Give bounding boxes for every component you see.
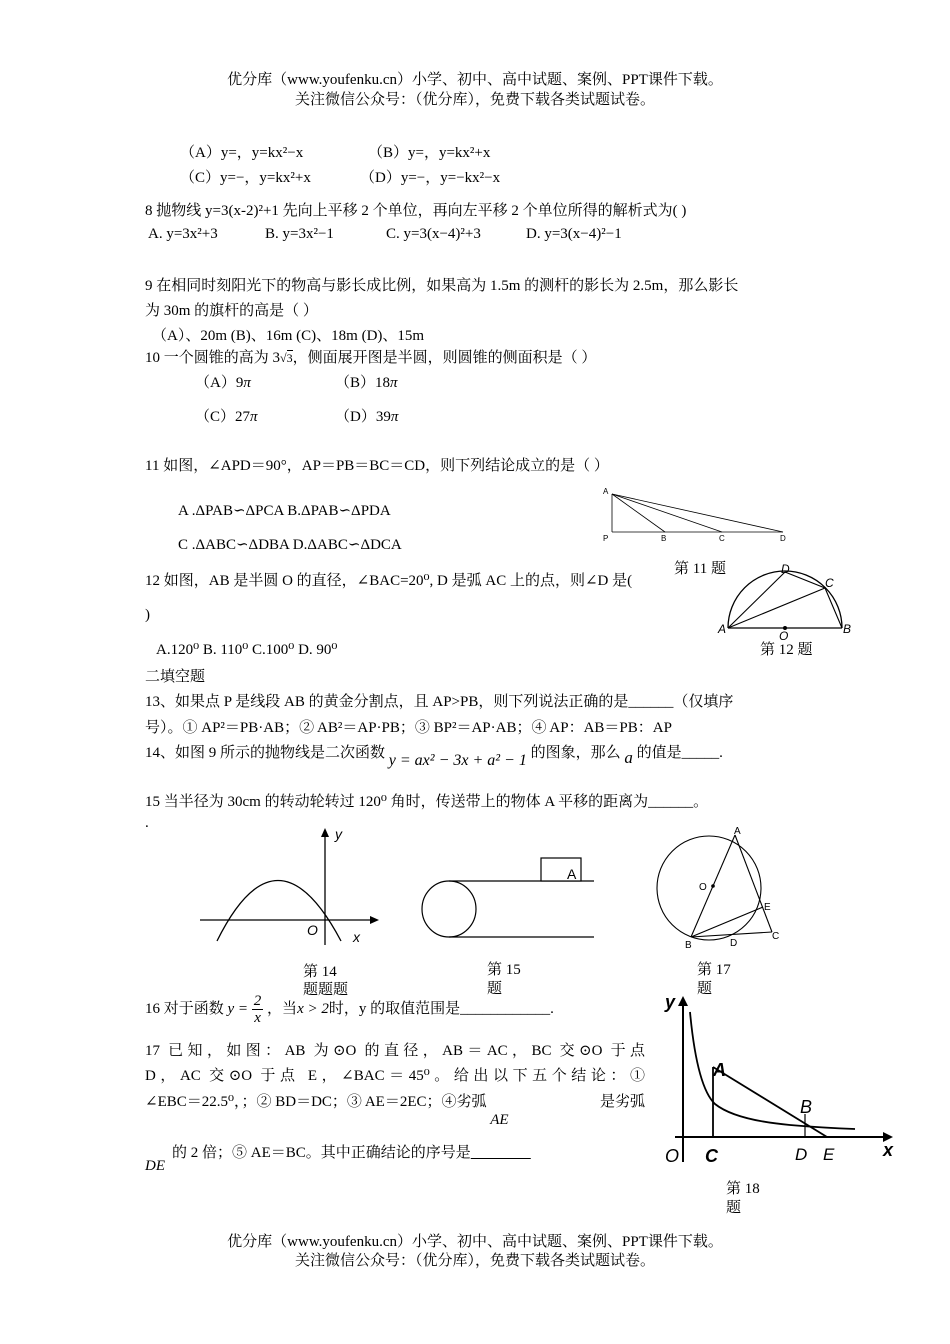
q12-options: A.120⁰ B. 110⁰ C.100⁰ D. 90⁰ xyxy=(156,642,338,658)
q14-formula: y = ax² − 3x + a² − 1 xyxy=(388,752,527,769)
q14-label-o: O xyxy=(307,922,318,938)
q12-line-ac xyxy=(728,588,825,628)
q15-answer-blank[interactable]: ______。 xyxy=(648,794,709,810)
q18-label-o: O xyxy=(665,1146,680,1166)
q17-label-a: A xyxy=(734,826,741,837)
q10-option-d: （D）39π xyxy=(335,409,399,425)
q16-condition: x > 2 xyxy=(297,1000,329,1017)
q11-options-cd: C .ΔABC∽ΔDBA D.ΔABC∽ΔDCA xyxy=(178,537,402,553)
q17-arc-ae: AE xyxy=(490,1112,509,1128)
q17-center-dot xyxy=(711,884,715,888)
q12-label-a: A xyxy=(718,622,727,636)
q11-caption: 第 11 题 xyxy=(674,561,726,577)
q17-label-c: C xyxy=(772,931,780,942)
q11-figure xyxy=(595,484,795,544)
q14-x-arrow xyxy=(370,916,379,924)
q18-y-arrow xyxy=(678,996,688,1006)
q17-line-bc xyxy=(691,932,772,937)
q9-line-2: 为 30m 的旗杆的高是（ ） xyxy=(145,303,318,319)
q17-arc-de: DE xyxy=(145,1158,165,1174)
header-line-1: 优分库（www.youfenku.cn）小学、初中、高中试题、案例、PPT课件下载。 xyxy=(227,72,723,88)
q17-line-2: D，AC 交⊙O 于点 E，∠BAC＝45⁰。给出以下五个结论：① xyxy=(145,1068,645,1084)
q17-line-ac xyxy=(735,835,772,932)
q12-figure xyxy=(715,560,855,640)
q17-label-o: O xyxy=(699,882,707,893)
q18-label-c: C xyxy=(705,1146,718,1166)
q18-label-y: y xyxy=(665,992,676,1012)
q14-y-arrow xyxy=(321,828,329,837)
q17-line-4: 的 2 倍；⑤ AE＝BC。其中正确结论的序号是 xyxy=(172,1141,531,1162)
q18-caption-1: 第 18 xyxy=(726,1181,760,1197)
q12-label-o: O xyxy=(779,629,789,640)
q15-caption-1: 第 15 xyxy=(487,962,521,978)
q17-label-e: E xyxy=(764,902,771,913)
q14-caption-1: 第 14 xyxy=(303,964,337,980)
q14-parabola xyxy=(217,881,341,942)
q11-label-c: C xyxy=(719,534,725,543)
q18-figure xyxy=(655,992,900,1172)
q14-var-a: a xyxy=(624,748,633,767)
q8-stem: 8 抛物线 y=3(x-2)²+1 先向上平移 2 个单位，再向左平移 2 个单位所得的解析式为( ) xyxy=(145,203,687,219)
q7-option-b: （B）y=，y=kx²+x xyxy=(368,145,491,161)
q7-option-d: （D）y=−，y=−kx²−x xyxy=(360,170,501,186)
q11-label-d: D xyxy=(780,534,786,543)
q10-stem: 10 一个圆锥的高为 3√3，侧面展开图是半圆，则圆锥的侧面积是（ ） xyxy=(145,350,597,366)
q12-caption: 第 12 题 xyxy=(760,642,813,658)
q10-option-b: （B）18π xyxy=(335,375,398,391)
q10-radicand: 3 xyxy=(286,351,293,365)
q11-stem: 11 如图，∠APD＝90°，AP＝PB＝BC＝CD，则下列结论成立的是（ ） xyxy=(145,458,609,474)
q11-label-b: B xyxy=(661,534,667,543)
q14-label-y: y xyxy=(335,826,342,842)
q16-answer-blank[interactable]: ____________ xyxy=(460,1000,551,1017)
q12-line-ad xyxy=(728,572,785,628)
q8-option-a: A. y=3x²+3 xyxy=(148,226,218,242)
q15-figure xyxy=(415,852,600,952)
q16-stem: 16 对于函数 y = $\frac{2}{x}$ ，当x > 2时，y 的取值范围是____________. xyxy=(145,993,554,1026)
q12-label-b: B xyxy=(843,622,852,636)
q10-option-c: （C）27π xyxy=(195,409,258,425)
q11-label-a: A xyxy=(603,487,609,496)
q13-line-1: 13、如果点 P 是线段 AB 的黄金分割点，且 AP>PB，则下列说法正确的是______（仅填序 xyxy=(145,694,734,710)
q15-caption-2: 题 xyxy=(487,981,503,997)
q12-line-cb xyxy=(825,588,842,628)
q15-label-a: A xyxy=(567,866,577,882)
q17-line-1: 17 已知，如图：AB 为⊙O 的直径，AB＝AC，BC 交⊙O 于点 xyxy=(145,1043,645,1059)
q12-stem: 12 如图，AB 是半圆 O 的直径，∠BAC=20⁰, D 是弧 AC 上的点，则∠D 是( xyxy=(145,573,633,589)
q8-option-c: C. y=3(x−4)²+3 xyxy=(386,226,481,242)
q18-label-a: A xyxy=(713,1060,726,1080)
q17-caption-1: 第 17 xyxy=(697,962,731,978)
q9-options: （A）、20m (B)、16m (C)、18m (D)、15m xyxy=(152,328,425,344)
q17-label-d: D xyxy=(730,938,738,949)
q16-y: y = xyxy=(227,1000,249,1017)
q17-circle xyxy=(657,836,761,940)
footer-line-2: 关注微信公众号：（优分库），免费下载各类试题试卷。 xyxy=(294,1253,655,1269)
footer-line-1: 优分库（www.youfenku.cn）小学、初中、高中试题、案例、PPT课件下载。 xyxy=(227,1234,723,1250)
q18-label-d: D xyxy=(795,1145,808,1164)
q17-caption-2: 题 xyxy=(697,981,713,997)
q8-option-d: D. y=3(x−4)²−1 xyxy=(526,226,622,242)
q18-label-x: x xyxy=(883,1140,894,1160)
q14-label-x: x xyxy=(353,929,360,945)
q15-dot: . xyxy=(145,815,149,831)
q18-caption-2: 题 xyxy=(726,1200,742,1216)
q17-figure xyxy=(655,825,785,955)
q11-options-ab: A .ΔPAB∽ΔPCA B.ΔPAB∽ΔPDA xyxy=(178,503,391,519)
q13-line-2: 号）。① AP²＝PB·AB；② AB²＝AP·PB；③ BP²＝AP·AB；④ AP：AB＝PB：AP xyxy=(145,720,672,736)
q11-label-p: P xyxy=(603,534,609,543)
q17-line-3: ∠EBC＝22.5⁰，；② BD＝DC；③ AE＝2EC；④劣弧 AE 是劣弧 xyxy=(145,1094,645,1128)
q7-option-a: （A）y=，y=kx²−x xyxy=(180,145,304,161)
q14-figure xyxy=(195,825,385,955)
q12-label-c: C xyxy=(825,576,834,590)
q16-fraction: $\frac{2}{x}$ xyxy=(253,993,262,1026)
q12-close-paren: ) xyxy=(145,607,150,623)
q13-answer-blank[interactable]: ______ xyxy=(628,694,674,710)
header-line-2: 关注微信公众号：（优分库），免费下载各类试题试卷。 xyxy=(294,92,655,108)
q14-caption-2: 题题题 xyxy=(303,982,349,998)
q18-label-e: E xyxy=(823,1145,835,1164)
q17-label-b: B xyxy=(685,940,692,951)
q7-option-c: （C）y=−，y=kx²+x xyxy=(180,170,311,186)
q17-answer-blank[interactable] xyxy=(471,1145,531,1161)
q11-line-ac xyxy=(612,494,722,532)
q14-answer-blank[interactable]: _____ xyxy=(681,745,720,761)
q10-option-a: （A）9π xyxy=(195,375,251,391)
q12-label-d: D xyxy=(781,562,790,576)
q11-line-ad xyxy=(612,494,783,532)
q8-option-b: B. y=3x²−1 xyxy=(265,226,334,242)
q14-stem: 14、如图 9 所示的抛物线是二次函数 y = ax² − 3x + a² − 1 的图象，那么 a 的值是_____. xyxy=(145,745,723,769)
q15-wheel xyxy=(422,881,476,937)
q9-line-1: 9 在相同时刻阳光下的物高与影长成比例，如果高为 1.5m 的测杆的影长为 2.5m，那么影长 xyxy=(145,278,739,294)
q18-label-b: B xyxy=(800,1097,813,1117)
q15-stem: 15 当半径为 30cm 的转动轮转过 120⁰ 角时，传送带上的物体 A 平移的距离为______。 xyxy=(145,794,709,810)
section-fill-in: 二填空题 xyxy=(145,669,206,685)
